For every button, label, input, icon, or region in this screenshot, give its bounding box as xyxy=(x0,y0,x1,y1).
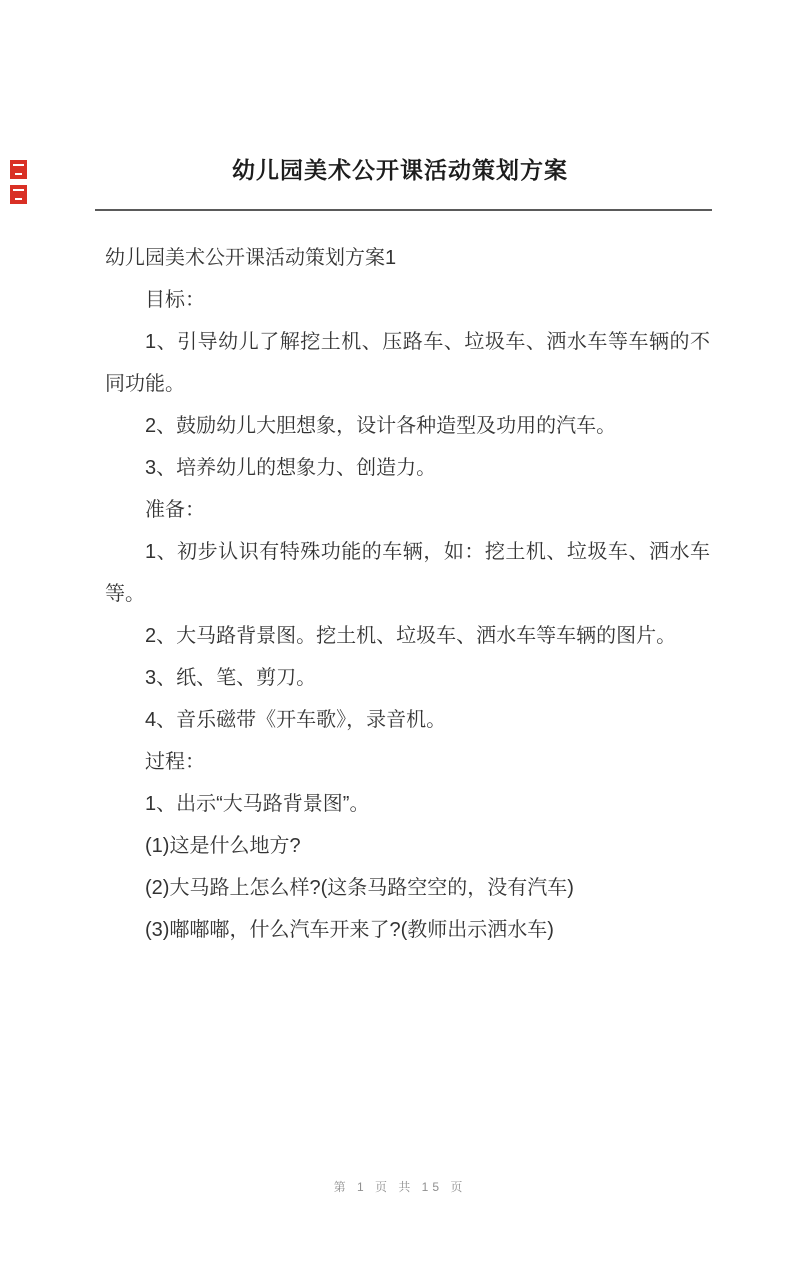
paragraph: 3、纸、笔、剪刀。 xyxy=(145,667,317,689)
paragraph: 幼儿园美术公开课活动策划方案1 xyxy=(105,247,397,269)
paragraph: 2、鼓励幼儿大胆想象，设计各种造型及功用的汽车。 xyxy=(145,415,617,437)
paragraph: (1)这是什么地方? xyxy=(145,835,301,857)
paragraph: (2)大马路上怎么样?(这条马路空空的，没有汽车) xyxy=(145,877,574,899)
paragraph: (3)嘟嘟嘟，什么汽车开来了?(教师出示洒水车) xyxy=(145,919,554,941)
page-number-footer: 第 1 页 共 15 页 xyxy=(333,1180,467,1194)
page-title: 幼儿园美术公开课活动策划方案 xyxy=(232,157,568,183)
paragraph: 3、培养幼儿的想象力、创造力。 xyxy=(145,457,437,479)
paragraph: 准备： xyxy=(145,499,205,521)
document-body xyxy=(105,237,710,951)
paragraph: 4、音乐磁带《开车歌》，录音机。 xyxy=(145,709,447,731)
paragraph: 过程： xyxy=(145,751,205,773)
paragraph: 1、初步认识有特殊功能的车辆，如：挖土机、垃圾车、洒水车等。 xyxy=(105,541,710,605)
paragraph: 1、引导幼儿了解挖土机、压路车、垃圾车、洒水车等车辆的不同功能。 xyxy=(105,331,710,395)
paragraph: 2、大马路背景图。挖土机、垃圾车、洒水车等车辆的图片。 xyxy=(145,625,677,647)
paragraph: 目标： xyxy=(145,289,205,311)
red-stamp-icon xyxy=(10,185,27,204)
paragraph: 1、出示“大马路背景图”。 xyxy=(145,793,370,815)
title-divider xyxy=(95,209,712,211)
document-page xyxy=(0,152,800,1283)
red-stamp-icon xyxy=(10,160,27,179)
corner-stamps xyxy=(10,160,27,204)
